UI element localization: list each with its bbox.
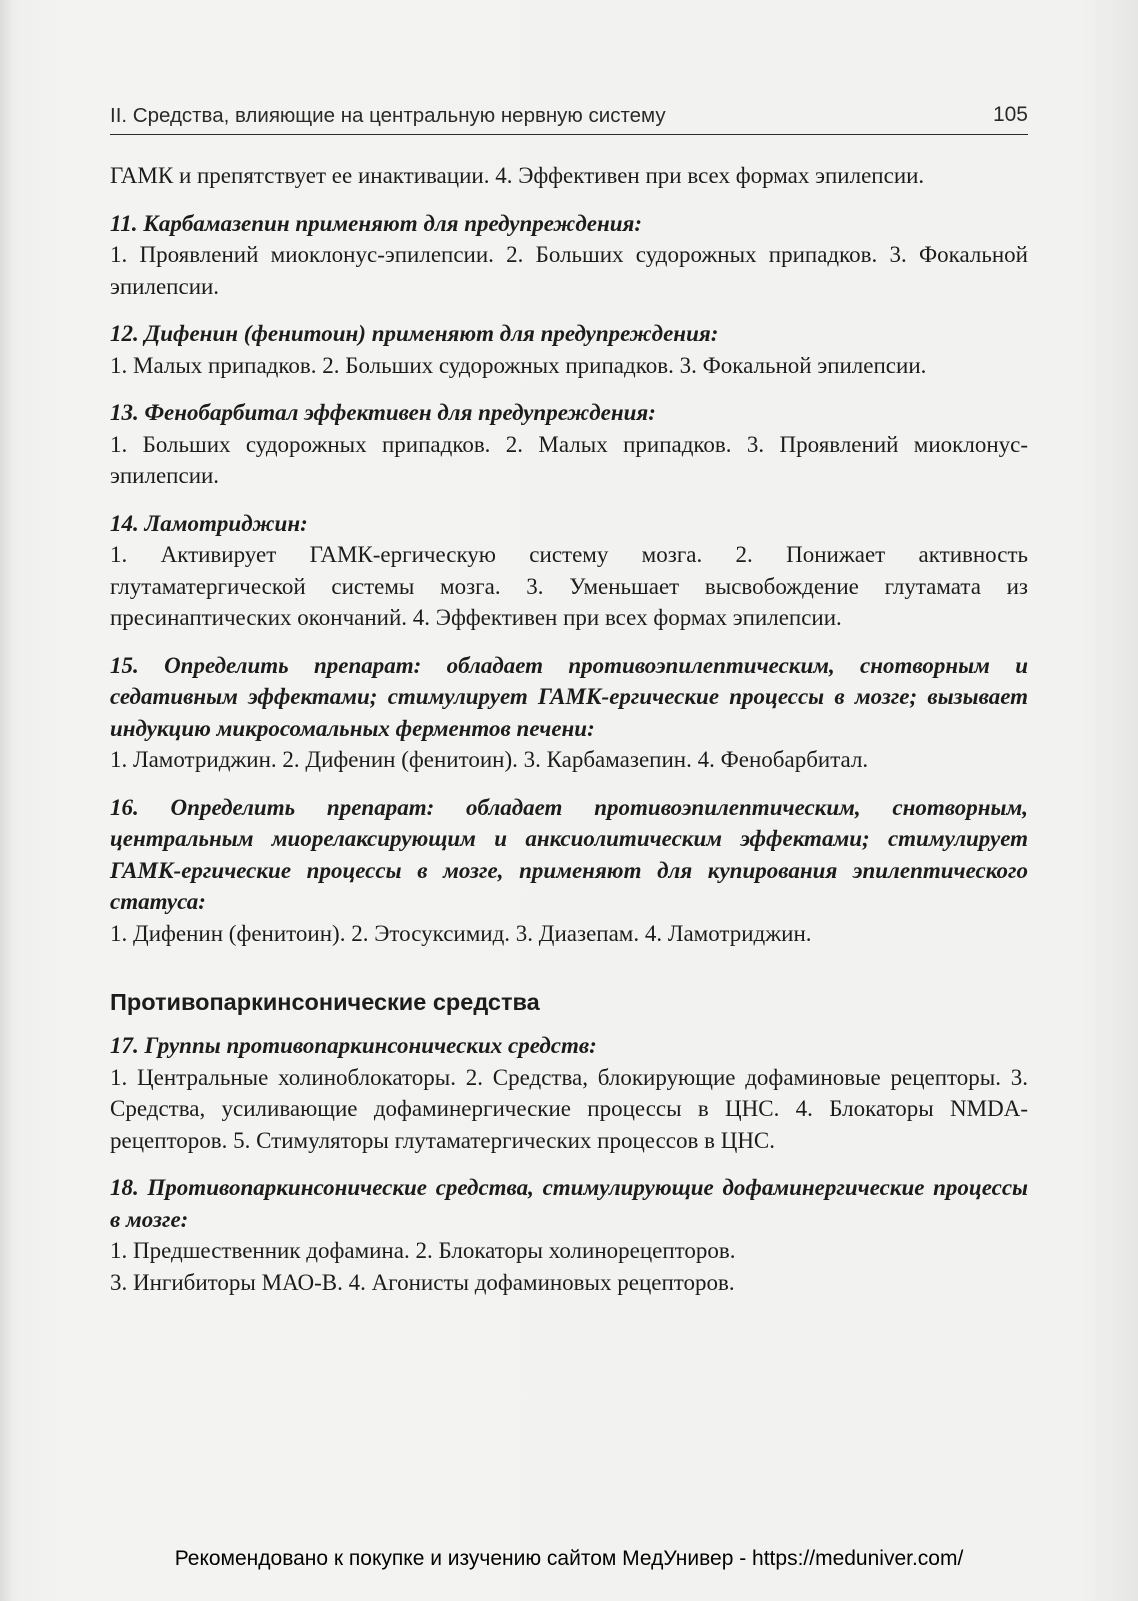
- answer-text: 1. Проявлений миоклонус-эпилепсии. 2. Больших судорожных припадков. 3. Фокальной эпилепсии.: [110, 242, 1028, 299]
- question-item-11: [110, 208, 1028, 303]
- answer-text: 1. Активирует ГАМК-ергическую систему мозга. 2. Понижает активность глутаматергической системы мозга. 3. Уменьшает высвобождение глутамата из пресинаптических окончаний. 4. Эффективен при всех формах эпилепсии.: [110, 542, 1028, 630]
- answer-text: 1. Малых припадков. 2. Больших судорожных припадков. 3. Фокальной эпилепсии.: [110, 352, 927, 378]
- answer-text: 1. Больших судорожных припадков. 2. Малых припадков. 3. Проявлений миоклонус-эпилепсии.: [110, 431, 1028, 488]
- question-item-13: [110, 397, 1028, 492]
- answer-text: 1. Дифенин (фенитоин). 2. Этосуксимид. 3. Диазепам. 4. Ламотриджин.: [110, 920, 812, 946]
- section-heading: Противопаркинсонические средства: [110, 989, 540, 1015]
- answer-text: 1. Предшественник дофамина. 2. Блокаторы холинорецепторов.: [110, 1238, 736, 1263]
- question-item-10-continuation: [110, 160, 1028, 192]
- question-text: 13. Фенобарбитал эффективен для предупреждения:: [110, 400, 656, 425]
- question-text: 16. Определить препарат: обладает противоэпилептическим, снотворным, центральным миорелаксирующим и анксиолитическим эффектами; стимулирует ГАМК-ергические процессы в мозге, применяют для купирования эпилептического статуса:: [110, 794, 1028, 914]
- question-text: 15. Определить препарат: обладает противоэпилептическим, снотворным и седативным эффектами; стимулирует ГАМК-ергические процессы в мозге; вызывает индукцию микросомальных ферментов печени:: [110, 652, 1028, 741]
- question-text: 17. Группы противопаркинсонических средств:: [110, 1033, 597, 1058]
- answer-text: ГАМК и препятствует ее инактивации. 4. Эффективен при всех формах эпилепсии.: [110, 163, 925, 188]
- question-text: 18. Противопаркинсонические средства, стимулирующие дофаминергические процессы в мозге:: [110, 1175, 1028, 1232]
- running-head-section: II. Средства, влияющие на центральную нервную систему: [110, 104, 666, 127]
- page-number: 105: [992, 103, 1028, 126]
- answer-text: 1. Центральные холиноблокаторы. 2. Средства, блокирующие дофаминовые рецепторы. 3. Средства, усиливающие дофаминергические процессы в ЦНС. 4. Блокаторы NMDA-рецепторов. 5. Стимуляторы глутаматергических процессов в ЦНС.: [110, 1064, 1028, 1153]
- footer-recommendation: Рекомендовано к покупке и изучению сайтом МедУнивер - https://meduniver.com/: [174, 1547, 964, 1570]
- question-item-12: [110, 318, 1028, 381]
- question-item-18: [110, 1172, 1028, 1298]
- answer-text: 1. Ламотриджин. 2. Дифенин (фенитоин). 3. Карбамазепин. 4. Фенобарбитал.: [110, 747, 869, 772]
- answer-text-line-2: 3. Ингибиторы МАО-В. 4. Агонисты дофаминовых рецепторов.: [110, 1269, 735, 1295]
- question-text: 11. Карбамазепин применяют для предупреждения:: [110, 210, 643, 236]
- question-item-15: [110, 650, 1028, 776]
- question-item-14: [110, 508, 1028, 634]
- question-text: 14. Ламотриджин:: [110, 510, 308, 536]
- question-text: 12. Дифенин (фенитоин) применяют для предупреждения:: [110, 321, 719, 346]
- question-item-16: [110, 792, 1028, 950]
- running-head: [110, 100, 1028, 135]
- question-item-17: [110, 1030, 1028, 1156]
- page-content: [110, 160, 1028, 1314]
